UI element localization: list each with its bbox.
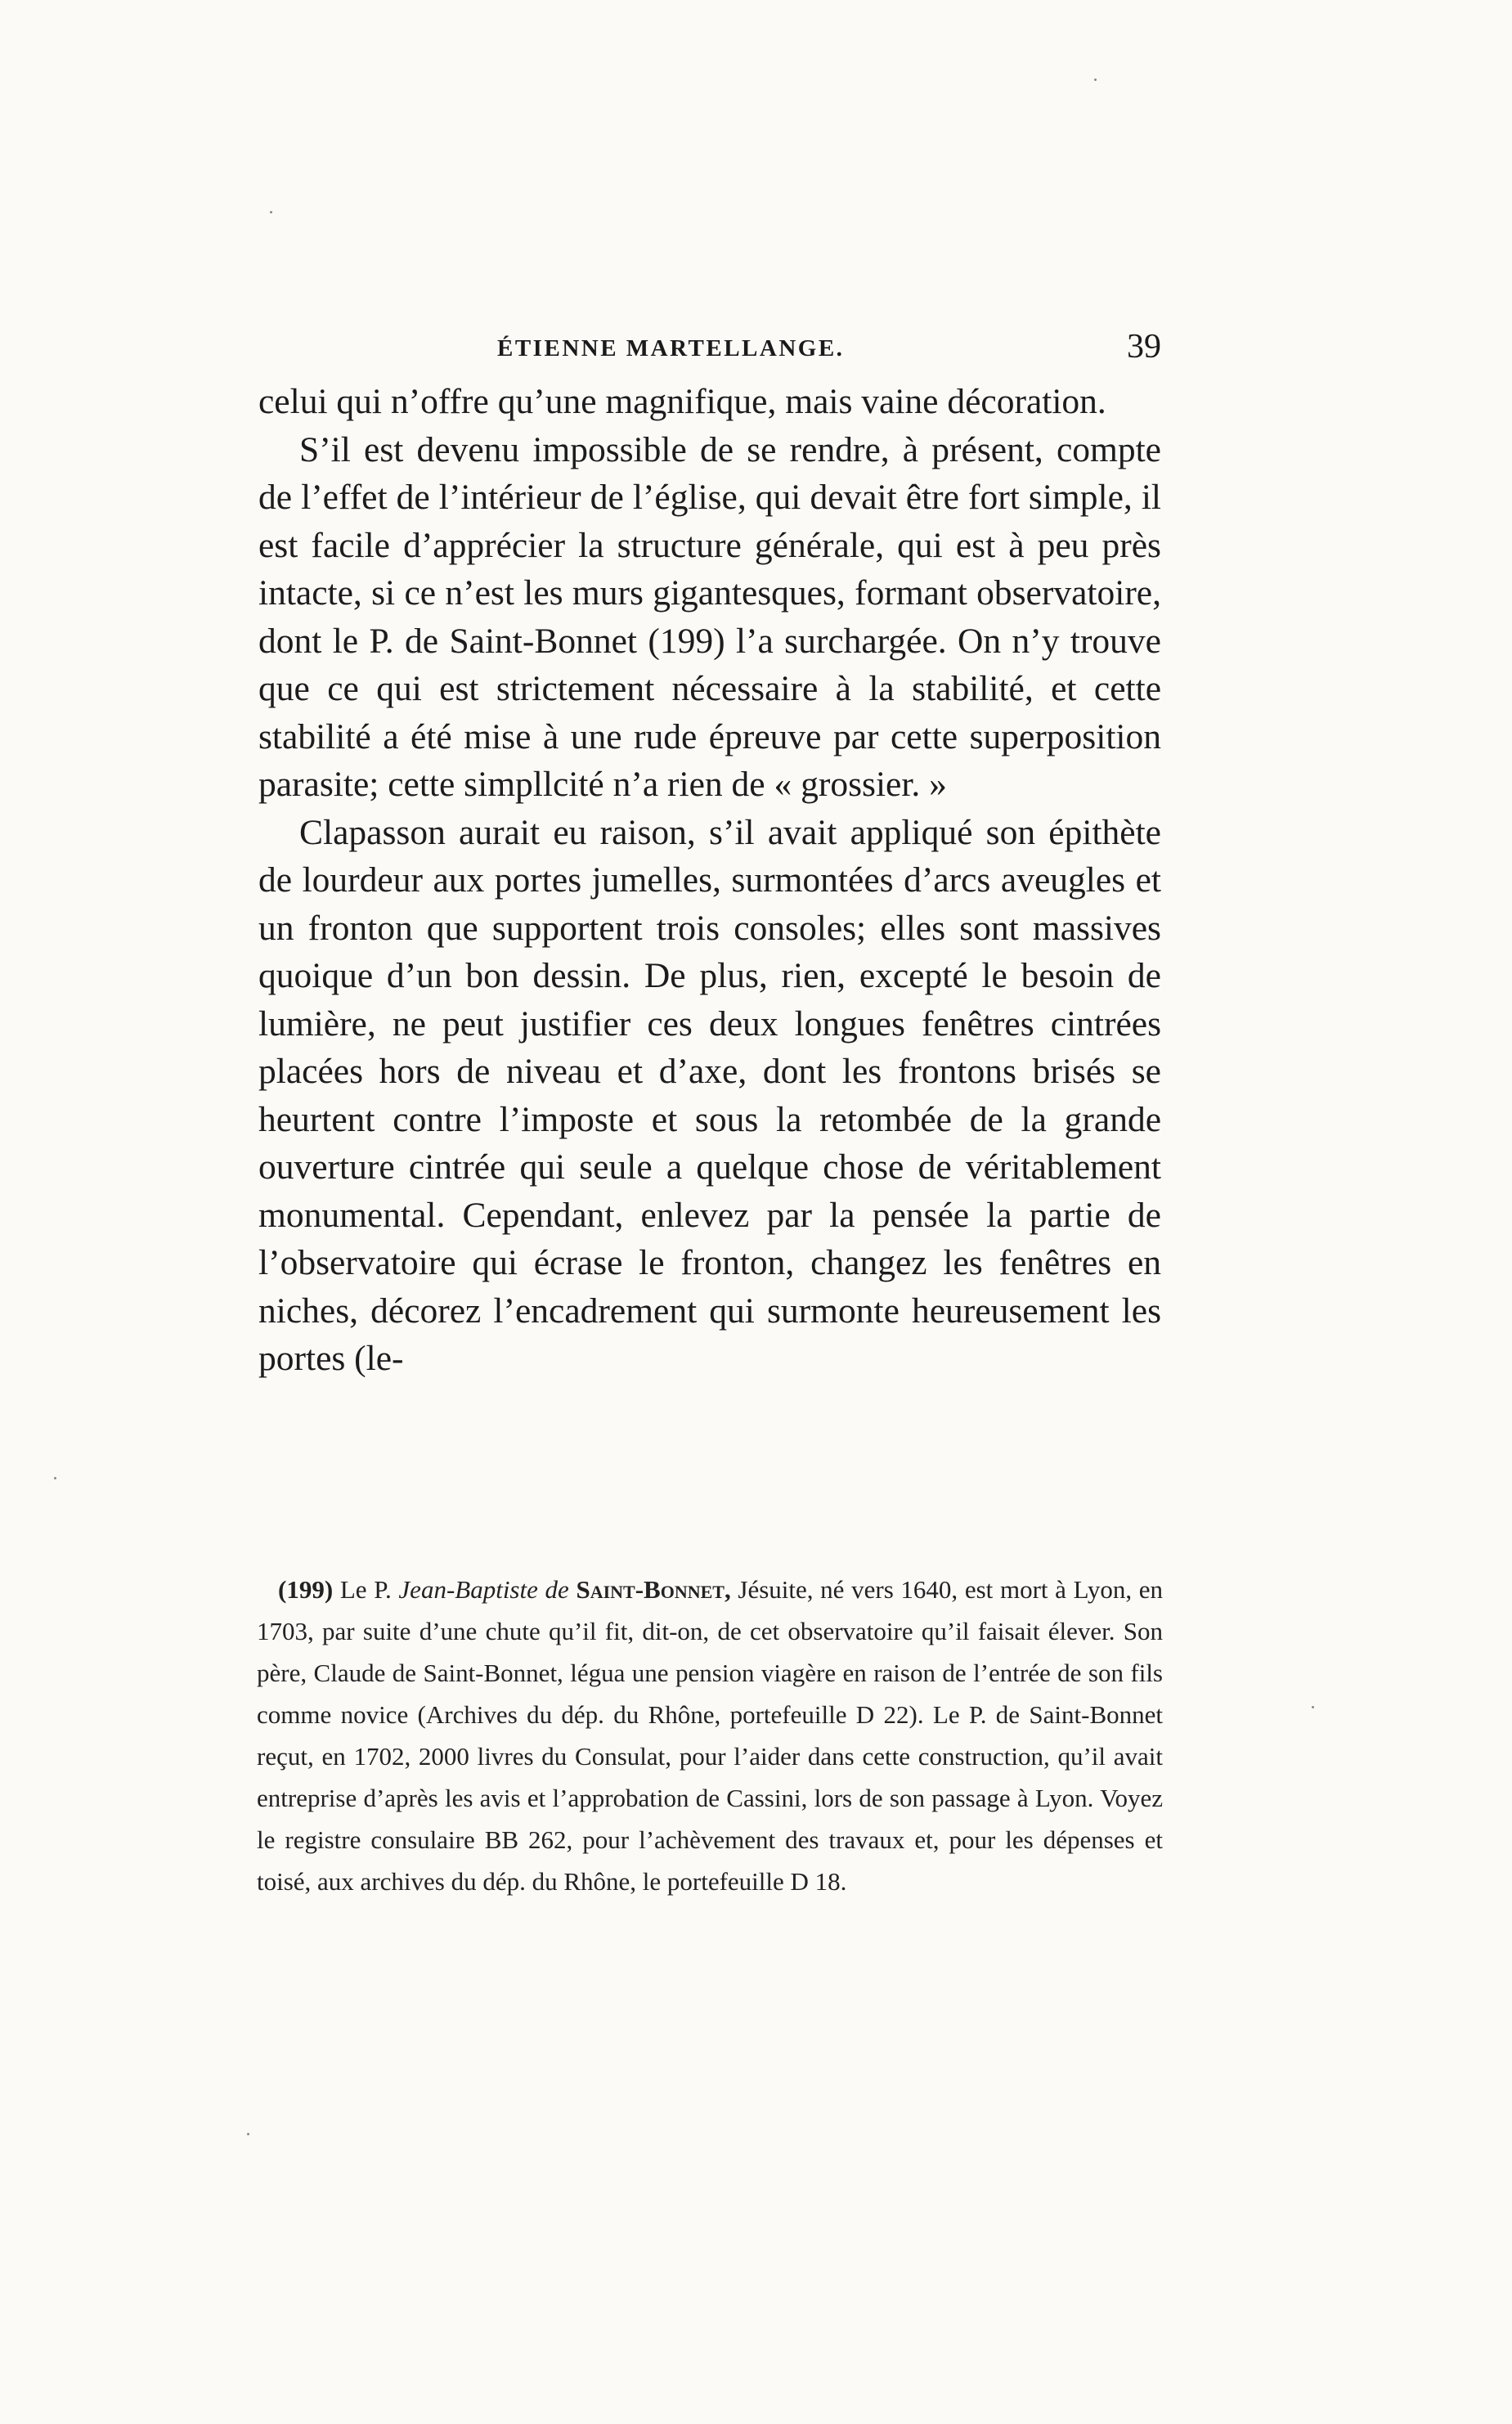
- footnote-text: Jésuite, né vers 1640, est mort à Lyon, en 1703, par suite d’une chute qu’il fit, dit-on, de cet observatoire qu’il faisait élever. Son père, Claude de Saint-Bonnet, légua une pension viagère en raison de l’entrée de son fils comme novice (Archives du dép. du Rhône, portefeuille D 22). Le P. de Saint-Bonnet reçut, en 1702, 2000 livres du Consulat, pour l’aider dans cette construction, qu’il avait entreprise d’après les avis et l’approbation de Cassini, lors de son passage à Lyon. Voyez le registre consulaire BB 262, pour l’achèvement des travaux et, pour les dépenses et toisé, aux archives du dép. du Rhône, le portefeuille D 18.: [257, 1575, 1164, 1896]
- footnote-number: (199): [278, 1575, 334, 1604]
- footnotes: [257, 1569, 1163, 1902]
- page-header: [260, 330, 1161, 379]
- footnote-199: [257, 1569, 1163, 1902]
- paragraph-1: celui qui n’offre qu’une magnifique, mais vaine décoration.: [258, 382, 1106, 421]
- paper-speck: [270, 211, 272, 213]
- running-title: ÉTIENNE MARTELLANGE.: [497, 335, 845, 361]
- paragraph-2: S’il est devenu impossible de se rendre, à présent, compte de l’effet de l’intérieur de l’église, qui devait être fort simple, il est facile d’apprécier la structure générale, qui est à peu près intacte, si ce n’est les murs gigantesques, formant observatoire, dont le P. de Saint-Bonnet (199) l’a surchargée. On n’y trouve que ce qui est strictement nécessaire à la stabilité, et cette stabilité a été mise à une rude épreuve par cette superposition parasite; cette simpllcité n’a rien de « grossier. »: [258, 429, 1161, 804]
- footnote-name-italic: Jean-Baptiste de: [398, 1575, 569, 1604]
- page-number: 39: [1127, 328, 1161, 366]
- paragraph-3: Clapasson aurait eu raison, s’il avait appliqué son épithète de lourdeur aux portes jumelles, surmontées d’arcs aveugles et un fronton que supportent trois consoles; elles sont massives quoique d’un bon dessin. De plus, rien, excepté le besoin de lumière, ne peut justifier ces deux longues fenêtres cintrées placées hors de niveau et d’axe, dont les frontons brisés se heurtent contre l’imposte et sous la retombée de la grande ouverture cintrée qui seule a quelque chose de véritablement monumental. Cependant, enlevez par la pensée la partie de l’observatoire qui écrase le fronton, changez les fenêtres en niches, décorez l’encadrement qui surmonte heureusement les portes (le-: [258, 812, 1161, 1378]
- footnote-le-p: Le P.: [339, 1575, 392, 1604]
- main-text: [258, 378, 1161, 1383]
- footnote-name-smallcaps: Saint-Bonnet,: [576, 1575, 731, 1604]
- paper-speck: [1312, 1706, 1314, 1708]
- paper-speck: [247, 2133, 249, 2135]
- paper-speck: [1094, 79, 1097, 81]
- paper-speck: [54, 1477, 56, 1479]
